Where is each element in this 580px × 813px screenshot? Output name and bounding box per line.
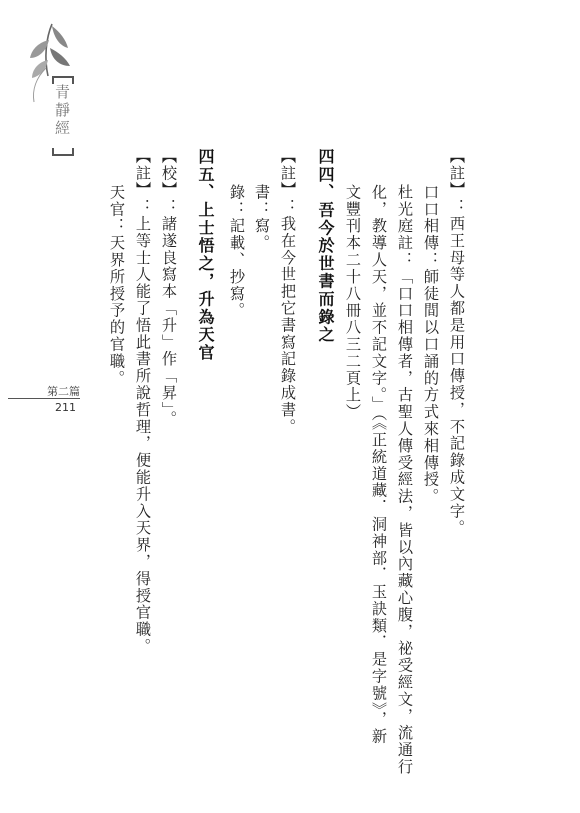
text-column: 錄：記載、抄寫。 <box>228 184 246 320</box>
section-heading: 四五、上士悟之，升為天官 <box>196 148 215 362</box>
logo-title: 青靜經 <box>53 84 71 138</box>
text-column: 杜光庭註：「口口相傳者，古聖人傳受經法，皆以內藏心腹，祕受經文，流通行 <box>396 184 414 776</box>
page-marker <box>0 383 80 423</box>
collation-column: 【校】：諸遂良寫本「升」作「昇」。 <box>160 148 178 428</box>
text-column: 化，教導人天，並不記文字。」（《正統道藏．洞神部．玉訣類．是字號》，新 <box>370 184 388 746</box>
section-heading: 四四、吾今於世書而錄之 <box>316 148 335 344</box>
logo-bracket-bottom <box>52 148 74 156</box>
page-rule <box>8 398 80 399</box>
page-number: 211 <box>55 401 76 414</box>
text-column: 文豐刊本二十八冊八三二頁上） <box>344 184 362 421</box>
text-column: 天官：天界所授予的官職。 <box>108 184 126 387</box>
logo-bracket-top <box>52 76 74 84</box>
note-column: 【註】：上等士人能了悟此書所說哲理，便能升入天界，得授官職。 <box>134 148 152 655</box>
note-column: 【註】：我在今世把它書寫記錄成書。 <box>279 148 297 436</box>
text-column: 口口相傳：師徒間以口誦的方式來相傳授。 <box>422 184 440 506</box>
book-logo <box>22 18 80 153</box>
note-column: 【註】：西王母等人都是用口傳授，不記錄成文字。 <box>448 148 466 537</box>
text-column: 書：寫。 <box>253 184 271 252</box>
leaf-icon <box>22 18 80 153</box>
section-label: 第二篇 <box>47 385 80 398</box>
